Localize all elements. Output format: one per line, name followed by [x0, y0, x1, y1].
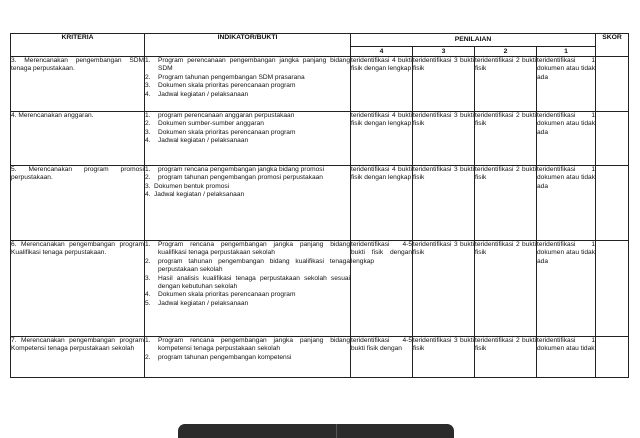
list-item: 3. Dokumen skala prioritas perencanaan program [145, 128, 296, 136]
table-row [11, 241, 629, 337]
list-item: 1. program perencanaan anggaran perpustakaan [145, 112, 295, 119]
score-4-cell: teridentifikasi 4 bukti fisik dengan lengkap [351, 57, 413, 112]
list-item: 5. Jadwal kegiatan / pelaksanaan [145, 299, 249, 307]
score-3-cell: teridentifikasi 3 bukti fisik [413, 166, 475, 241]
list-item: 1. Program rencana pengembangan jangka panjang bidang kualifikasi tenaga perpustakaan sekolah [145, 241, 350, 257]
skor-cell[interactable] [596, 337, 629, 378]
score-2-cell: teridentifikasi 2 bukti fisik [475, 337, 537, 378]
table-row [11, 57, 629, 112]
list-item: 2. Dokumen sumber-sumber anggaran [145, 120, 264, 128]
indikator-cell [145, 112, 351, 166]
score-3-cell: teridentifikasi 3 bukti fisik [413, 112, 475, 166]
indikator-cell [145, 337, 351, 378]
score-1-cell: teridentifikasi 1 dokumen atau tidak ada [537, 112, 596, 166]
header-penilaian: PENILAIAN [351, 34, 596, 47]
score-3-cell: teridentifikasi 3 bukti fisik [413, 241, 475, 337]
list-item: 4. Dokumen skala prioritas perencanaan program [145, 291, 296, 299]
skor-cell[interactable] [596, 112, 629, 166]
score-1-cell: teridentifikasi 1 dokumen atau tidak ada [537, 57, 596, 112]
score-2-cell: teridentifikasi 2 bukti fisik [475, 241, 537, 337]
kriteria-cell: 3. Merencanakan pengembangan SDM tenaga perpustakaan. [11, 57, 145, 112]
list-item: 1. program rencana pengembangan jangka bidang promosi [145, 166, 325, 173]
score-4-cell: teridentifikasi 4 bukti fisik dengan lengkap [351, 166, 413, 241]
indikator-cell [145, 57, 351, 112]
list-item: 1. Program rencana pengembangan jangka panjang bidang kompetensi tenaga perpustakaan sekolah [145, 337, 350, 353]
kriteria-cell: 7. Merencanakan pengembangan program Kompetensi tenaga perpustakaan sekolah [11, 337, 145, 378]
list-item: 2. Program tahunan pengembangan SDM prasarana [145, 73, 305, 81]
list-item: 4. Jadwal kegiatan / pelaksanaan [145, 90, 249, 98]
rubric-table [10, 33, 629, 378]
kriteria-cell: 5. Merencanakan program promosi perpustakaan. [11, 166, 145, 241]
skor-cell[interactable] [596, 241, 629, 337]
header-indikator: INDIKATOR/BUKTI [145, 34, 351, 57]
header-skor: SKOR [596, 34, 629, 57]
indikator-cell [145, 166, 351, 241]
score-2-cell: teridentifikasi 2 bukti fisik [475, 112, 537, 166]
skor-cell[interactable] [596, 166, 629, 241]
header-level-4: 4 [351, 47, 413, 57]
list-item: 3. Hasil analisis kualifikasi tenaga perpustakaan sekolah sesuai dengan kebutuhan sekolah [145, 274, 350, 291]
score-1-cell: teridentifikasi 1 dokumen atau tidak ada [537, 241, 596, 337]
score-4-cell: teridentifikasi 4-5 bukti fisik dengan [351, 337, 413, 378]
list-item: 2. program tahunan pengembangan kompetensi [145, 353, 292, 361]
list-item: 1. Program perencanaan pengembangan jangka panjang bidang SDM [145, 57, 350, 73]
toolbar-divider [336, 424, 337, 438]
indikator-cell [145, 241, 351, 337]
list-item: 4. Jadwal kegiatan / pelaksanaan [145, 137, 249, 145]
score-1-cell: teridentifikasi 1 dokumen atau tidak ada [537, 166, 596, 241]
score-1-cell: teridentifikasi 1 dokumen atau tidak [537, 337, 596, 378]
score-2-cell: teridentifikasi 2 bukti fisik [475, 166, 537, 241]
list-item: 2. program tahunan pengembangan bidang kualifikasi tenaga perpustakaan sekolah [145, 257, 350, 274]
kriteria-cell: 4. Merencanakan anggaran. [11, 112, 145, 166]
table-row [11, 112, 629, 166]
viewer-toolbar[interactable] [178, 424, 454, 438]
score-4-cell: teridentifikasi 4 bukti fisik dengan lengkap [351, 112, 413, 166]
table-row [11, 337, 629, 378]
score-3-cell: teridentifikasi 3 bukti fisik [413, 337, 475, 378]
list-item: 2. program tahunan pengembangan promosi perpustakaan [145, 174, 323, 182]
score-2-cell: teridentifikasi 2 bukti fisik [475, 57, 537, 112]
header-level-3: 3 [413, 47, 475, 57]
header-level-2: 2 [475, 47, 537, 57]
header-kriteria: KRITERIA [11, 34, 145, 57]
list-item: 4. Jadwal kegiatan / pelaksanaan [145, 191, 245, 199]
list-item: 3. Dokumen bentuk promosi [145, 182, 230, 190]
header-level-1: 1 [537, 47, 596, 57]
skor-cell[interactable] [596, 57, 629, 112]
kriteria-cell: 6. Merencanakan pengembangan program Kualifikasi tenaga perpustakaan. [11, 241, 145, 337]
score-4-cell: teridentifikasi 4-5 bukti fisik dengan lengkap [351, 241, 413, 337]
list-item: 3. Dokumen skala prioritas perencanaan program [145, 82, 296, 90]
score-3-cell: teridentifikasi 3 bukti fisik [413, 57, 475, 112]
table-row [11, 166, 629, 241]
